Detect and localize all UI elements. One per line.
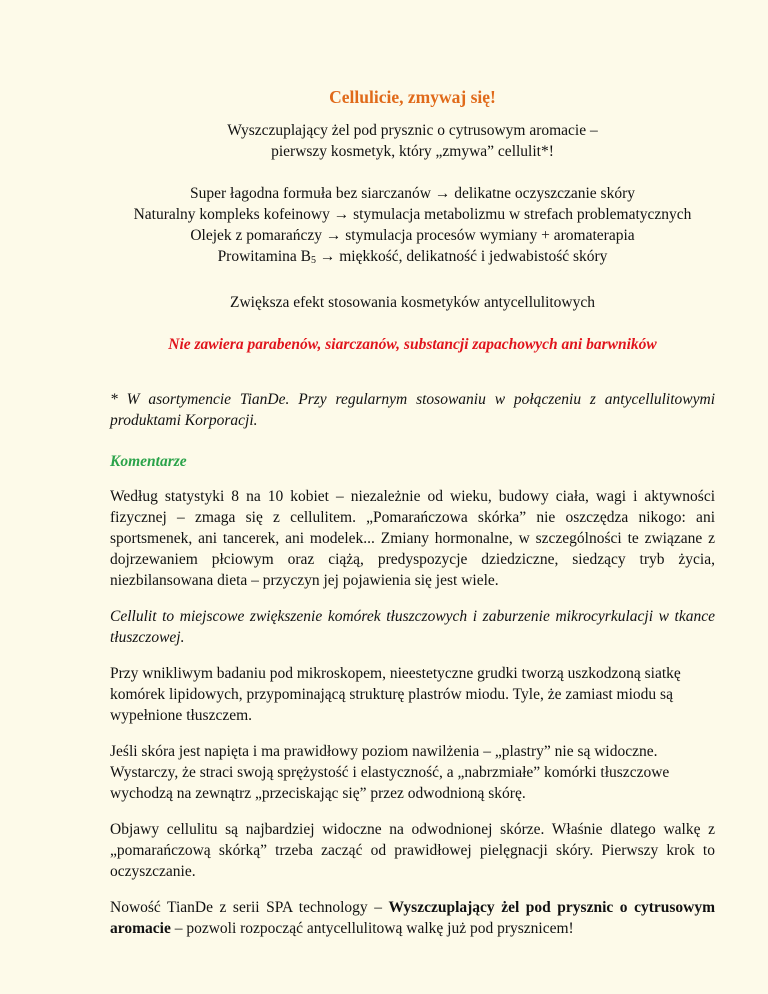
paragraph-symptoms: Objawy cellulitu są najbardziej widoczne na odwodnionej skórze. Właśnie dlatego walkę z „pomarańczową skórką” trzeba zacząć od prawidłowej pielęgnacji skóry. Pierwszy krok to oczyszczanie.	[110, 821, 715, 880]
feature-b5-subscript: 5	[311, 255, 316, 266]
footnote: * W asortymencie TianDe. Przy regularnym stosowaniu w połączeniu z antycellulitowymi produktami Korporacji.	[110, 391, 715, 429]
paragraph-statistics: Według statystyki 8 na 10 kobiet – niezależnie od wieku, budowy ciała, wagi i aktywności fizycznej – zmaga się z cellulitem. „Pomarańczowa skórka” nie oszczędza nikogo: ani sportsmenek, ani tancerek, ani modelek... Zmiany hormonalne, w szczególności te związane z dojrzewaniem płciowym oraz ciążą, predyspozycje dziedziczne, siedzący tryb życia, niezbilansowana dieta – przyczyn jej pojawienia się jest wiele.	[110, 488, 715, 589]
paragraph-microscope: Przy wnikliwym badaniu pod mikroskopem, nieestetyczne grudki tworzą uszkodzoną siatkę komórek lipidowych, przypominającą strukturę plastrów miodu. Tyle, że zamiast miodu są wypełnione tłuszczem.	[110, 665, 681, 724]
effect-line: Zwiększa efekt stosowania kosmetyków antycellulitowych	[229, 294, 595, 311]
last-paragraph-before: Nowość TianDe z serii SPA technology –	[110, 899, 389, 916]
feature-line-b5	[110, 246, 715, 271]
intro-block	[110, 120, 715, 162]
feature-line: Naturalny kompleks kofeinowy → stymulacja metabolizmu w strefach problematycznych	[133, 206, 692, 223]
paragraph-new-product	[110, 897, 715, 939]
warning-line: Nie zawiera parabenów, siarczanów, substancji zapachowych ani barwników	[168, 336, 657, 353]
feature-line: Super łagodna formuła bez siarczanów → delikatne oczyszczanie skóry	[189, 185, 635, 202]
comments-heading: Komentarze	[110, 453, 187, 470]
document-title: Cellulicie, zmywaj się!	[329, 87, 496, 107]
intro-line-1: Wyszczuplający żel pod prysznic o cytrusowym aromacie –	[227, 122, 598, 139]
paragraph-skin-tension: Jeśli skóra jest napięta i ma prawidłowy poziom nawilżenia – „plastry” nie są widoczne. Wystarczy, że straci swoją sprężystość i elastyczność, a „nabrzmiałe” komórki tłuszczowe wychodzą na zewnątrz „przeciskając się” przez odwodnioną skórę.	[110, 743, 670, 802]
feature-b5-prefix: Prowitamina B	[217, 248, 311, 265]
paragraph-definition: Cellulit to miejscowe zwiększenie komórek tłuszczowych i zaburzenie mikrocyrkulacji w tkance tłuszczowej.	[110, 608, 715, 646]
document-page	[110, 86, 715, 954]
last-paragraph-bold: Wyszczuplający żel pod prysznic o cytrusowym aromacie	[110, 899, 716, 937]
intro-line-2: pierwszy kosmetyk, który „zmywa” cellulit*!	[271, 143, 554, 160]
feature-b5-suffix: → miękkość, delikatność i jedwabistość skóry	[316, 248, 608, 265]
last-paragraph-after: – pozwoli rozpocząć antycellulitową walkę już pod prysznicem!	[170, 920, 574, 937]
feature-line: Olejek z pomarańczy → stymulacja procesów wymiany + aromaterapia	[190, 227, 635, 244]
features-list	[110, 183, 715, 271]
